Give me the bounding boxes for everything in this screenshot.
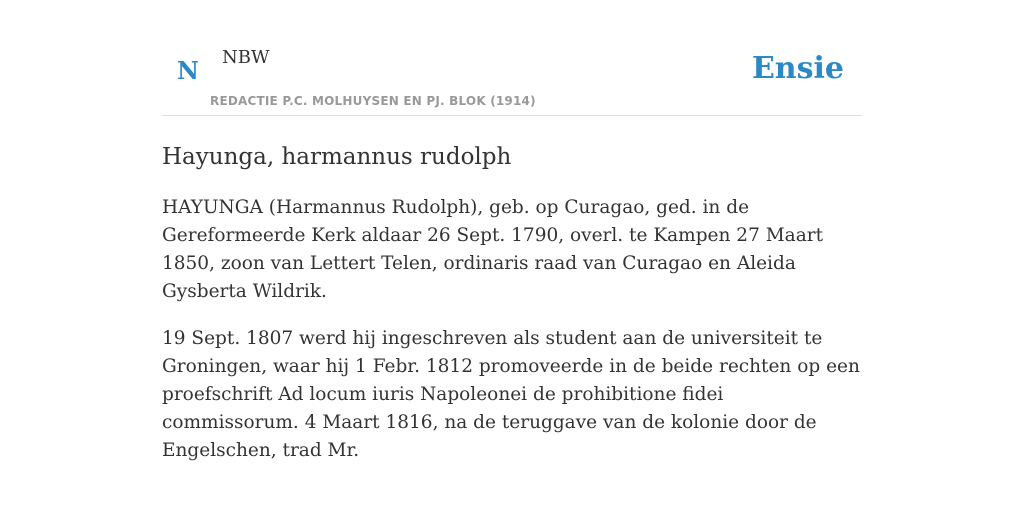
- publication-subtitle: REDACTIE P.C. MOLHUYSEN EN PJ. BLOK (1914): [210, 94, 536, 108]
- entry-title: Hayunga, harmannus rudolph: [162, 144, 512, 170]
- entry-paragraph: HAYUNGA (Harmannus Rudolph), geb. op Curagao, ged. in de Gereformeerde Kerk aldaar 26 Sept. 1790, overl. te Kampen 27 Maart 1850, zoon van Lettert Telen, ordinaris raad van Curagao en Aleida Gysberta Wildrik.: [162, 197, 824, 302]
- publication-logo[interactable]: N: [177, 56, 199, 85]
- ensie-logo-link[interactable]: Ensie: [751, 51, 844, 86]
- entry-paragraph: 19 Sept. 1807 werd hij ingeschreven als student aan de universiteit te Groningen, waar hij 1 Febr. 1812 promoveerde in de beide rechten op een proefschrift Ad locum iuris Napoleonei de prohibitione fidei commissorum. 4 Maart 1816, na de teruggave van de kolonie door de Engelschen, trad Mr.: [162, 328, 860, 461]
- publication-name[interactable]: NBW: [222, 47, 270, 68]
- entry-card: [162, 0, 862, 465]
- publication-header: [162, 0, 862, 116]
